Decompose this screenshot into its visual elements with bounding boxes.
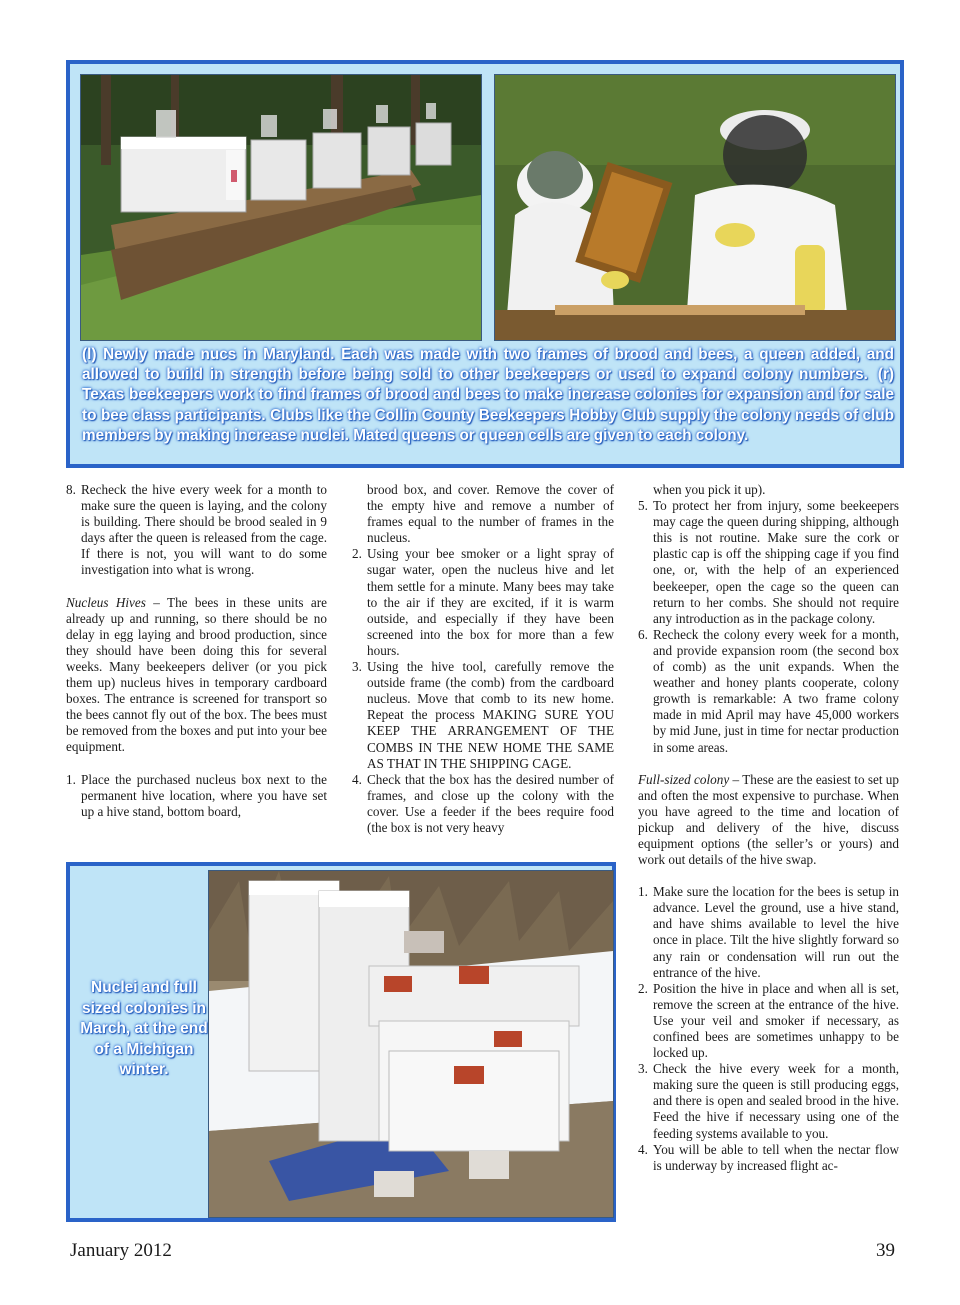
list-number: 1. [638,884,648,900]
list-number: 3. [638,1061,648,1077]
list-item [638,981,899,1061]
list-text: when you pick it up). [653,482,766,497]
list-number: 4. [638,1141,648,1157]
list-item [352,659,614,772]
photo-texas-beekeepers [494,74,896,341]
section-heading-full-sized-colony: Full-sized colony [638,771,730,787]
list-item [66,482,327,579]
top-figure-box [66,60,904,468]
paragraph-text: – These are the easiest to set up and often the most expensive to purchase. When you have agreed to the time and location of pickup and delivery of the hive, discuss equipment options (the seller’s or yours) and work out details of the hive swap. [638,771,899,868]
section-heading-nucleus-hives: Nucleus Hives [66,594,146,610]
list-item [352,772,614,836]
list-item [352,546,614,659]
list-text: Place the purchased nucleus box next to the permanent hive location, where you have set up a hive stand, bottom board, [81,771,327,819]
text-column-3 [638,482,899,1174]
list-item [638,498,899,627]
list-number: 6. [638,626,648,642]
list-text: Make sure the location for the bees is setup in advance. Level the ground, use a hive stand, and have shims available to level the hive once in place. Tilt the hive slightly forward so any rain or condensation will run out the entrance of the hive. [653,884,899,980]
list-text: Using the hive tool, carefully remove the outside frame (the comb) from the cardboard nucleus. Move that comb to its new home. Repeat the process MAKING SURE YOU KEEP THE ARRANGEMENT OF THE COMBS IN THE NEW HOME THE SAME AS THAT IN THE SHIPPING CAGE. [367,659,614,771]
list-text: brood box, and cover. Remove the cover of the empty hive and remove a number of frames equal to the number of frames in the nucleus. [367,482,614,546]
footer-date: January 2012 [70,1240,172,1261]
photo-michigan-winter-hives-image [209,871,613,1217]
photo-nucs-maryland [80,74,482,341]
photo-michigan-winter-hives [208,870,614,1218]
list-number: 2. [638,980,648,996]
list-text: Recheck the hive every week for a month to make sure the queen is laying, and the colony is building. There should be brood sealed in 9 days after the queen is released from the cage. If there is not, you will want to do some investigation into what is wrong. [81,482,327,578]
list-item [638,482,899,498]
list-number: 1. [66,771,76,787]
top-figure-caption [82,345,894,446]
list-number: 2. [352,546,362,562]
list-number: 3. [352,659,362,675]
bottom-figure-box [66,862,616,1222]
list-item [352,482,614,546]
list-number: 4. [352,771,362,787]
caption-right-text: (r) Texas beekeepers work to find frames of brood and bees to make increase colonies for expansion and for sale to bee class participants. Clubs like the Collin County Beekeepers Hobby Club supply the colony needs of club members by making increase nuclei. Mated queens or queen cells are given to each colony. [82,366,894,444]
list-text: Check that the box has the desired number of frames, and close up the colony with the cover. Use a feeder if the bees require food (the box is not very heavy [367,771,614,835]
list-text: You will be able to tell when the nectar flow is underway by increased flight ac- [653,1141,899,1173]
list-text: To protect her from injury, some beekeepers may cage the queen during shipping, although this is not routine. Make sure the cork or plastic cap is off the shipping cage if you find one, or, with the help of an experienced beekeeper, open the cage so the queen can return to her combs. She should not require any introduction as in the package colony. [653,498,899,626]
list-number: 5. [638,498,648,514]
bottom-figure-caption: Nuclei and full sized colonies in March, at the end of a Michigan winter. [80,979,208,1078]
list-item [638,1061,899,1141]
list-number: 8. [66,482,76,497]
text-column-1 [66,482,327,820]
list-text: Position the hive in place and when all is set, remove the screen at the entrance of the hive. Use your veil and smoker if necessary, as confined bees are sometimes unhappy to be locked up. [653,980,899,1061]
photo-nucs-maryland-image [81,75,481,340]
list-item [638,1142,899,1174]
list-text: Check the hive every week for a month, making sure the queen is still producing eggs, and there is open and sealed brood in the hive. Feed the hive if necessary using one of the feeding systems available to you. [653,1061,899,1141]
nucleus-hives-paragraph [66,595,327,756]
list-item [638,627,899,756]
list-item [638,884,899,981]
paragraph-text: – The bees in these units are already up and running, so there should be no delay in egg laying and brood production, since they should have been doing this for several weeks. Many beekeepers deliver (or you pick them up) nucleus hives in temporary cardboard boxes. The entrance is screened for transport so the bees cannot fly out of the box. The bees must be removed from the boxes and put into your bee equipment. [66,594,328,755]
full-sized-colony-paragraph [638,772,899,869]
photo-texas-beekeepers-image [495,75,895,340]
text-column-2 [352,482,614,836]
page-number: 39 [876,1240,895,1261]
list-text: Using your bee smoker or a light spray of sugar water, open the nucleus hive and let them settle for a minute. Many bees may take to the air if they are excited, if it is warm outside, and especially if they have been screened into the box for more than a few hours. [367,546,614,658]
list-text: Recheck the colony every week for a month, and provide expansion room (the second box of comb) as the unit expands. When the weather and honey plants cooperate, colony growth is remarkable: A two frame colony made in mid April may have 45,000 workers by mid June, just in time for nectar production in some areas. [653,626,899,755]
caption-left-text: (l) Newly made nucs in Maryland. Each was made with two frames of brood and bees, a queen added, and allowed to build in strength before being sold to other beekeepers or used to expand colony numbers. [82,346,894,384]
list-item [66,772,327,820]
